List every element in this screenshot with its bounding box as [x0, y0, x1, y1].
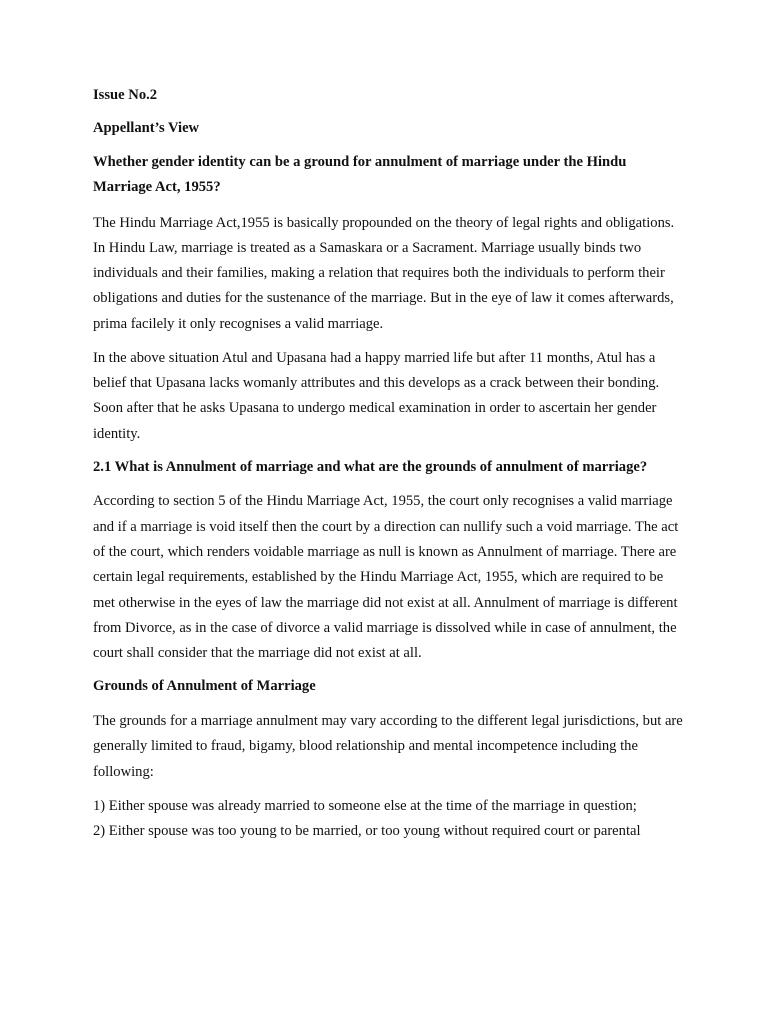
- paragraph-2: In the above situation Atul and Upasana had a happy married life but after 11 months, Atul has a belief that Upasana lacks womanly attributes and this develops as a crack between their bonding. Soon after that he asks Upasana to undergo medical examination in order to ascertain her gender identity.: [93, 349, 660, 442]
- question-heading: Whether gender identity can be a ground for annulment of marriage under the Hindu Marriage Act, 1955?: [93, 154, 627, 196]
- paragraph-1: The Hindu Marriage Act,1955 is basically propounded on the theory of legal rights and obligations. In Hindu Law, marriage is treated as a Samaskara or a Sacrament. Marriage usually binds two individuals and their families, making a relation that requires both the individuals to perform their obligations and duties for the sustenance of the marriage. But in the eye of law it comes afterwards, prima facilely it only recognises a valid marriage.: [93, 214, 675, 332]
- view-title: Appellant’s View: [93, 120, 200, 136]
- section-heading: 2.1 What is Annulment of marriage and what are the grounds of annulment of marriage?: [93, 459, 648, 476]
- grounds-heading: Grounds of Annulment of Marriage: [93, 678, 316, 695]
- list-item: 1) Either spouse was already married to someone else at the time of the marriage in question;: [93, 797, 637, 814]
- issue-title: Issue No.2: [93, 87, 158, 103]
- document-page: [93, 84, 683, 844]
- paragraph-3: According to section 5 of the Hindu Marriage Act, 1955, the court only recognises a valid marriage and if a marriage is void itself then the court by a direction can nullify such a void marriage. The act of the court, which renders voidable marriage as null is known as Annulment of marriage. There are certain legal requirements, established by the Hindu Marriage Act, 1955, which are required to be met otherwise in the eyes of law the marriage did not exist at all. Annulment of marriage is different from Divorce, as in the case of divorce a valid marriage is dissolved while in case of annulment, the court shall consider that the marriage did not exist at all.: [93, 493, 679, 662]
- grounds-intro: The grounds for a marriage annulment may vary according to the different legal jurisdictions, but are generally limited to fraud, bigamy, blood relationship and mental incompetence including the following:: [93, 713, 683, 780]
- list-item: 2) Either spouse was too young to be married, or too young without required court or parental: [93, 822, 641, 839]
